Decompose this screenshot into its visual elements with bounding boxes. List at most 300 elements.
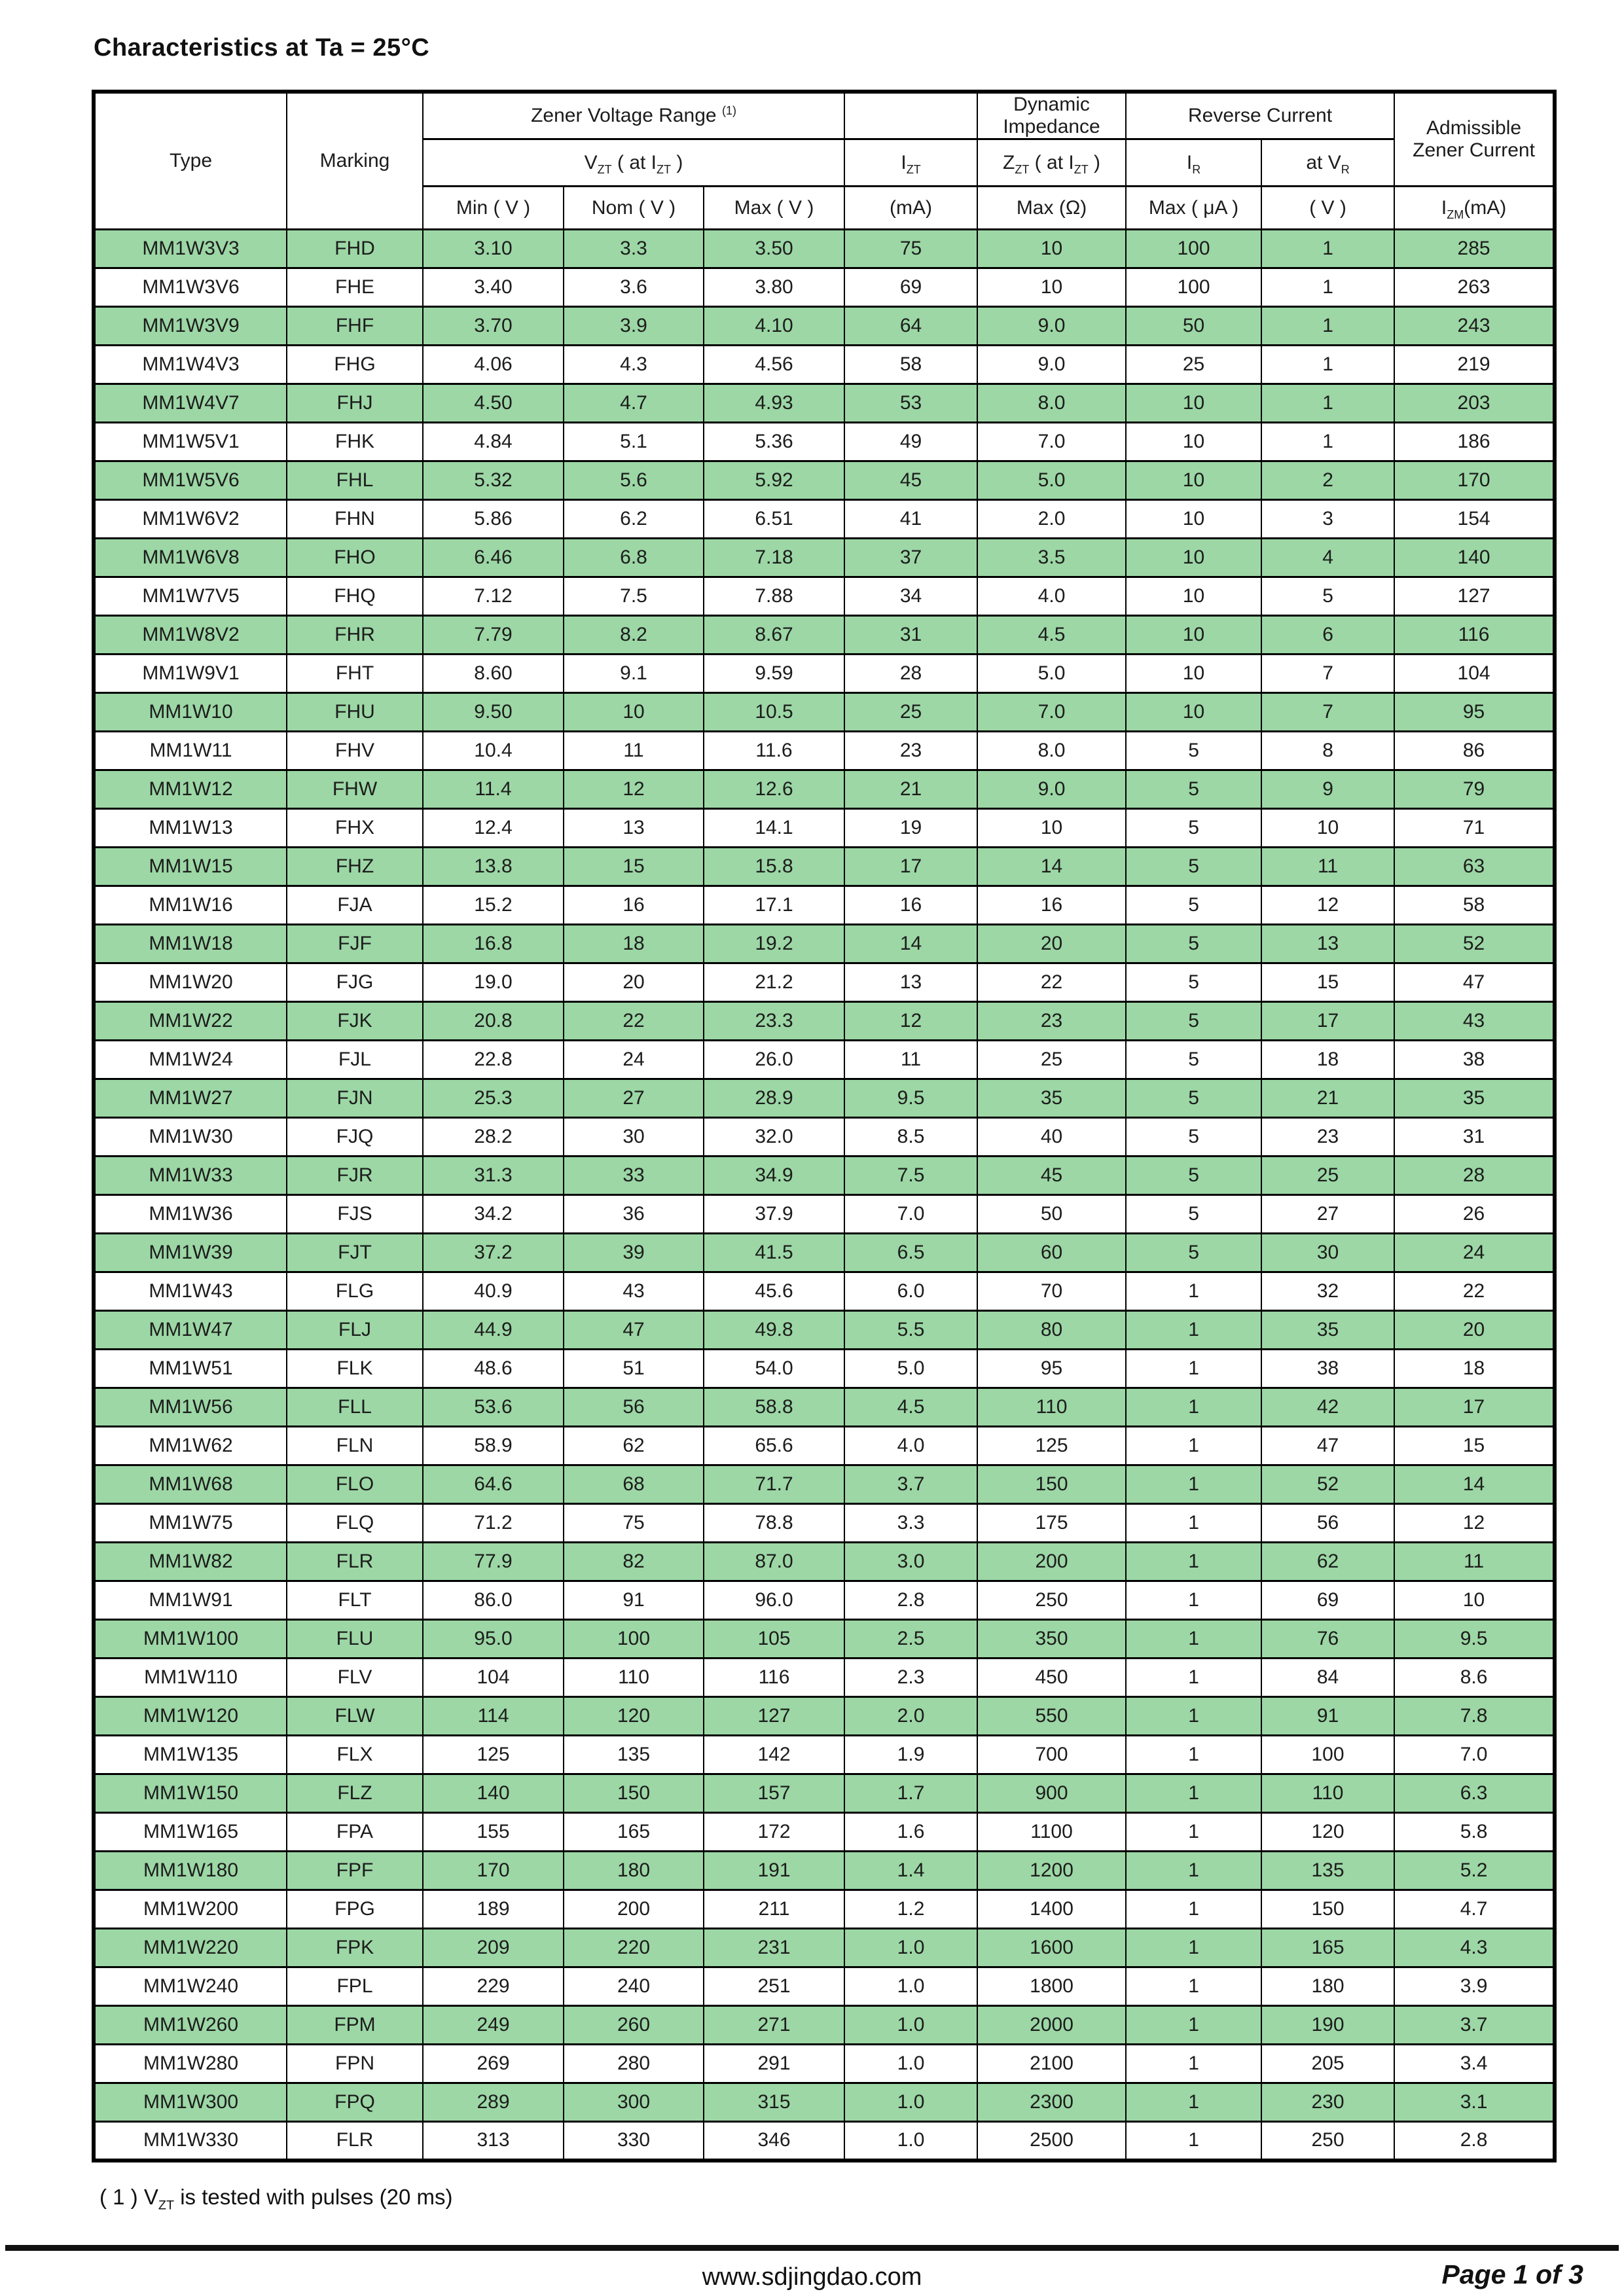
cell-vr-v: 1 (1261, 423, 1394, 461)
table-row (94, 963, 1555, 1002)
cell-izt-ma: 58 (844, 346, 977, 384)
cell-izt-ma: 2.8 (844, 1581, 977, 1620)
cell-type: MM1W7V5 (94, 577, 287, 616)
cell-type: MM1W135 (94, 1736, 287, 1774)
cell-type: MM1W4V3 (94, 346, 287, 384)
cell-min-v: 10.4 (423, 732, 564, 770)
cell-max-v: 3.80 (704, 268, 844, 307)
cell-vr-v: 165 (1261, 1929, 1394, 1967)
cell-ir-max-ua: 5 (1126, 1157, 1261, 1195)
cell-izt-ma: 25 (844, 693, 977, 732)
cell-ir-max-ua: 1 (1126, 1659, 1261, 1697)
cell-min-v: 40.9 (423, 1272, 564, 1311)
cell-izm-ma: 28 (1394, 1157, 1555, 1195)
table-row (94, 1504, 1555, 1543)
cell-max-v: 37.9 (704, 1195, 844, 1234)
cell-izt-ma: 41 (844, 500, 977, 539)
cell-ir-max-ua: 5 (1126, 848, 1261, 886)
cell-izm-ma: 3.4 (1394, 2045, 1555, 2083)
header-izt-spacer (844, 92, 977, 139)
cell-vr-v: 38 (1261, 1350, 1394, 1388)
cell-type: MM1W82 (94, 1543, 287, 1581)
cell-ir-max-ua: 100 (1126, 230, 1261, 268)
footnote: ( 1 ) $V_{ZT}$ is tested with pulses (20 ms) (99, 2185, 453, 2213)
cell-zzt-max-ohm: 2100 (977, 2045, 1126, 2083)
cell-vr-v: 4 (1261, 539, 1394, 577)
cell-marking: FHT (287, 655, 423, 693)
cell-izm-ma: 38 (1394, 1041, 1555, 1079)
cell-marking: FLO (287, 1465, 423, 1504)
table-row (94, 1890, 1555, 1929)
cell-ir-max-ua: 5 (1126, 963, 1261, 1002)
cell-nom-v: 30 (564, 1118, 704, 1157)
cell-ir-max-ua: 1 (1126, 1852, 1261, 1890)
footer-website: www.sdjingdao.com (702, 2263, 922, 2291)
cell-min-v: 12.4 (423, 809, 564, 848)
cell-max-v: 191 (704, 1852, 844, 1890)
cell-nom-v: 260 (564, 2006, 704, 2045)
table-row (94, 848, 1555, 886)
header-zzt-unit: Max (Ω) (977, 187, 1126, 230)
cell-max-v: 291 (704, 2045, 844, 2083)
cell-izt-ma: 1.0 (844, 1929, 977, 1967)
cell-min-v: 289 (423, 2083, 564, 2122)
cell-max-v: 8.67 (704, 616, 844, 655)
header-dynamic-impedance: Dynamic Impedance (977, 92, 1126, 139)
cell-vr-v: 190 (1261, 2006, 1394, 2045)
cell-min-v: 6.46 (423, 539, 564, 577)
cell-zzt-max-ohm: 22 (977, 963, 1126, 1002)
cell-max-v: 49.8 (704, 1311, 844, 1350)
cell-ir-max-ua: 100 (1126, 268, 1261, 307)
cell-vr-v: 25 (1261, 1157, 1394, 1195)
cell-izt-ma: 1.4 (844, 1852, 977, 1890)
cell-min-v: 155 (423, 1813, 564, 1852)
cell-max-v: 71.7 (704, 1465, 844, 1504)
cell-izm-ma: 86 (1394, 732, 1555, 770)
cell-nom-v: 27 (564, 1079, 704, 1118)
cell-izt-ma: 13 (844, 963, 977, 1002)
cell-izt-ma: 64 (844, 307, 977, 346)
cell-izt-ma: 23 (844, 732, 977, 770)
table-row (94, 1697, 1555, 1736)
cell-type: MM1W280 (94, 2045, 287, 2083)
cell-zzt-max-ohm: 1800 (977, 1967, 1126, 2006)
cell-marking: FHX (287, 809, 423, 848)
table-row (94, 693, 1555, 732)
cell-min-v: 95.0 (423, 1620, 564, 1659)
cell-ir-max-ua: 1 (1126, 1311, 1261, 1350)
cell-ir-max-ua: 10 (1126, 500, 1261, 539)
cell-marking: FJA (287, 886, 423, 925)
cell-nom-v: 10 (564, 693, 704, 732)
cell-min-v: 4.50 (423, 384, 564, 423)
cell-vr-v: 230 (1261, 2083, 1394, 2122)
cell-zzt-max-ohm: 9.0 (977, 770, 1126, 809)
cell-max-v: 87.0 (704, 1543, 844, 1581)
cell-marking: FHD (287, 230, 423, 268)
footer-rule (5, 2245, 1619, 2251)
cell-min-v: 7.79 (423, 616, 564, 655)
cell-zzt-max-ohm: 125 (977, 1427, 1126, 1465)
cell-type: MM1W16 (94, 886, 287, 925)
cell-max-v: 21.2 (704, 963, 844, 1002)
cell-vr-v: 9 (1261, 770, 1394, 809)
cell-max-v: 315 (704, 2083, 844, 2122)
cell-min-v: 20.8 (423, 1002, 564, 1041)
cell-max-v: 251 (704, 1967, 844, 2006)
cell-max-v: 346 (704, 2122, 844, 2161)
cell-zzt-max-ohm: 8.0 (977, 384, 1126, 423)
cell-marking: FPN (287, 2045, 423, 2083)
cell-izm-ma: 20 (1394, 1311, 1555, 1350)
cell-izm-ma: 104 (1394, 655, 1555, 693)
cell-max-v: 17.1 (704, 886, 844, 925)
cell-zzt-max-ohm: 60 (977, 1234, 1126, 1272)
cell-type: MM1W180 (94, 1852, 287, 1890)
cell-izt-ma: 7.0 (844, 1195, 977, 1234)
cell-zzt-max-ohm: 1100 (977, 1813, 1126, 1852)
cell-nom-v: 100 (564, 1620, 704, 1659)
cell-nom-v: 56 (564, 1388, 704, 1427)
cell-min-v: 11.4 (423, 770, 564, 809)
cell-zzt-max-ohm: 5.0 (977, 461, 1126, 500)
cell-type: MM1W39 (94, 1234, 287, 1272)
table-row (94, 1041, 1555, 1079)
cell-min-v: 31.3 (423, 1157, 564, 1195)
cell-marking: FLW (287, 1697, 423, 1736)
cell-marking: FHQ (287, 577, 423, 616)
cell-zzt-max-ohm: 2300 (977, 2083, 1126, 2122)
cell-nom-v: 20 (564, 963, 704, 1002)
cell-vr-v: 12 (1261, 886, 1394, 925)
cell-zzt-max-ohm: 14 (977, 848, 1126, 886)
cell-izt-ma: 69 (844, 268, 977, 307)
cell-type: MM1W22 (94, 1002, 287, 1041)
cell-vr-v: 1 (1261, 307, 1394, 346)
cell-nom-v: 36 (564, 1195, 704, 1234)
cell-nom-v: 120 (564, 1697, 704, 1736)
cell-nom-v: 51 (564, 1350, 704, 1388)
cell-marking: FPL (287, 1967, 423, 2006)
cell-vr-v: 180 (1261, 1967, 1394, 2006)
cell-vr-v: 1 (1261, 346, 1394, 384)
cell-izm-ma: 5.8 (1394, 1813, 1555, 1852)
table-row (94, 307, 1555, 346)
cell-zzt-max-ohm: 50 (977, 1195, 1126, 1234)
cell-ir-max-ua: 1 (1126, 1388, 1261, 1427)
table-row (94, 1002, 1555, 1041)
cell-izm-ma: 3.9 (1394, 1967, 1555, 2006)
cell-min-v: 13.8 (423, 848, 564, 886)
cell-zzt-max-ohm: 20 (977, 925, 1126, 963)
cell-izm-ma: 2.8 (1394, 2122, 1555, 2161)
cell-ir-max-ua: 1 (1126, 1504, 1261, 1543)
cell-max-v: 172 (704, 1813, 844, 1852)
cell-ir-max-ua: 50 (1126, 307, 1261, 346)
cell-type: MM1W8V2 (94, 616, 287, 655)
cell-izm-ma: 52 (1394, 925, 1555, 963)
cell-izm-ma: 95 (1394, 693, 1555, 732)
cell-izm-ma: 10 (1394, 1581, 1555, 1620)
cell-min-v: 25.3 (423, 1079, 564, 1118)
cell-zzt-max-ohm: 900 (977, 1774, 1126, 1813)
cell-min-v: 77.9 (423, 1543, 564, 1581)
cell-izm-ma: 26 (1394, 1195, 1555, 1234)
cell-izt-ma: 16 (844, 886, 977, 925)
header-nom-v: Nom ( V ) (564, 187, 704, 230)
cell-izm-ma: 203 (1394, 384, 1555, 423)
table-body (94, 230, 1555, 2161)
cell-izm-ma: 43 (1394, 1002, 1555, 1041)
cell-type: MM1W91 (94, 1581, 287, 1620)
cell-marking: FHR (287, 616, 423, 655)
cell-min-v: 4.84 (423, 423, 564, 461)
table-row (94, 732, 1555, 770)
cell-min-v: 140 (423, 1774, 564, 1813)
cell-zzt-max-ohm: 1200 (977, 1852, 1126, 1890)
cell-marking: FHO (287, 539, 423, 577)
table-row (94, 655, 1555, 693)
cell-izm-ma: 5.2 (1394, 1852, 1555, 1890)
header-max-v: Max ( V ) (704, 187, 844, 230)
cell-zzt-max-ohm: 80 (977, 1311, 1126, 1350)
cell-zzt-max-ohm: 10 (977, 809, 1126, 848)
cell-zzt-max-ohm: 2000 (977, 2006, 1126, 2045)
cell-min-v: 9.50 (423, 693, 564, 732)
cell-ir-max-ua: 10 (1126, 655, 1261, 693)
cell-ir-max-ua: 1 (1126, 1465, 1261, 1504)
cell-ir-max-ua: 1 (1126, 1581, 1261, 1620)
cell-izt-ma: 1.7 (844, 1774, 977, 1813)
cell-min-v: 58.9 (423, 1427, 564, 1465)
cell-min-v: 86.0 (423, 1581, 564, 1620)
cell-vr-v: 5 (1261, 577, 1394, 616)
cell-izt-ma: 45 (844, 461, 977, 500)
cell-vr-v: 17 (1261, 1002, 1394, 1041)
characteristics-table (92, 90, 1557, 2162)
cell-marking: FLK (287, 1350, 423, 1388)
cell-izm-ma: 58 (1394, 886, 1555, 925)
cell-zzt-max-ohm: 550 (977, 1697, 1126, 1736)
cell-ir-max-ua: 1 (1126, 1774, 1261, 1813)
cell-vr-v: 8 (1261, 732, 1394, 770)
cell-izm-ma: 116 (1394, 616, 1555, 655)
cell-type: MM1W300 (94, 2083, 287, 2122)
cell-zzt-max-ohm: 5.0 (977, 655, 1126, 693)
cell-zzt-max-ohm: 23 (977, 1002, 1126, 1041)
cell-nom-v: 39 (564, 1234, 704, 1272)
table-row (94, 1967, 1555, 2006)
cell-zzt-max-ohm: 4.0 (977, 577, 1126, 616)
cell-ir-max-ua: 10 (1126, 461, 1261, 500)
cell-min-v: 5.32 (423, 461, 564, 500)
table-row (94, 1157, 1555, 1195)
table-row (94, 1427, 1555, 1465)
cell-type: MM1W110 (94, 1659, 287, 1697)
cell-nom-v: 4.7 (564, 384, 704, 423)
cell-izt-ma: 1.0 (844, 1967, 977, 2006)
table-row (94, 1852, 1555, 1890)
cell-max-v: 5.92 (704, 461, 844, 500)
cell-type: MM1W18 (94, 925, 287, 963)
cell-vr-v: 120 (1261, 1813, 1394, 1852)
cell-zzt-max-ohm: 45 (977, 1157, 1126, 1195)
cell-min-v: 16.8 (423, 925, 564, 963)
cell-izt-ma: 6.5 (844, 1234, 977, 1272)
table-row (94, 809, 1555, 848)
table-row (94, 1388, 1555, 1427)
cell-izt-ma: 31 (844, 616, 977, 655)
cell-marking: FHU (287, 693, 423, 732)
table-row (94, 1581, 1555, 1620)
cell-izm-ma: 3.1 (1394, 2083, 1555, 2122)
cell-izm-ma: 14 (1394, 1465, 1555, 1504)
cell-marking: FJL (287, 1041, 423, 1079)
cell-izm-ma: 35 (1394, 1079, 1555, 1118)
cell-max-v: 23.3 (704, 1002, 844, 1041)
cell-ir-max-ua: 1 (1126, 1620, 1261, 1659)
cell-ir-max-ua: 5 (1126, 1041, 1261, 1079)
table-row (94, 461, 1555, 500)
table-row (94, 1736, 1555, 1774)
cell-vr-v: 1 (1261, 268, 1394, 307)
cell-vr-v: 91 (1261, 1697, 1394, 1736)
cell-min-v: 64.6 (423, 1465, 564, 1504)
cell-zzt-max-ohm: 700 (977, 1736, 1126, 1774)
cell-zzt-max-ohm: 1600 (977, 1929, 1126, 1967)
cell-izt-ma: 28 (844, 655, 977, 693)
cell-izm-ma: 3.7 (1394, 2006, 1555, 2045)
cell-izm-ma: 9.5 (1394, 1620, 1555, 1659)
cell-vr-v: 32 (1261, 1272, 1394, 1311)
cell-max-v: 32.0 (704, 1118, 844, 1157)
cell-type: MM1W62 (94, 1427, 287, 1465)
cell-type: MM1W9V1 (94, 655, 287, 693)
cell-zzt-max-ohm: 10 (977, 230, 1126, 268)
cell-min-v: 34.2 (423, 1195, 564, 1234)
cell-izt-ma: 1.0 (844, 2006, 977, 2045)
cell-min-v: 22.8 (423, 1041, 564, 1079)
cell-min-v: 209 (423, 1929, 564, 1967)
header-reverse-current: Reverse Current (1126, 92, 1394, 139)
cell-nom-v: 15 (564, 848, 704, 886)
cell-izm-ma: 8.6 (1394, 1659, 1555, 1697)
cell-type: MM1W24 (94, 1041, 287, 1079)
cell-max-v: 4.56 (704, 346, 844, 384)
cell-ir-max-ua: 10 (1126, 577, 1261, 616)
cell-marking: FJT (287, 1234, 423, 1272)
cell-type: MM1W68 (94, 1465, 287, 1504)
cell-min-v: 44.9 (423, 1311, 564, 1350)
table-row (94, 1929, 1555, 1967)
cell-min-v: 229 (423, 1967, 564, 2006)
cell-nom-v: 6.2 (564, 500, 704, 539)
cell-izt-ma: 2.0 (844, 1697, 977, 1736)
cell-type: MM1W150 (94, 1774, 287, 1813)
cell-izt-ma: 1.0 (844, 2045, 977, 2083)
cell-nom-v: 11 (564, 732, 704, 770)
cell-max-v: 11.6 (704, 732, 844, 770)
footer-page-label: Page 1 of 3 (1441, 2259, 1583, 2289)
cell-izt-ma: 5.0 (844, 1350, 977, 1388)
cell-vr-v: 250 (1261, 2122, 1394, 2161)
cell-nom-v: 5.1 (564, 423, 704, 461)
cell-vr-v: 52 (1261, 1465, 1394, 1504)
cell-izt-ma: 1.9 (844, 1736, 977, 1774)
cell-nom-v: 3.6 (564, 268, 704, 307)
cell-izt-ma: 53 (844, 384, 977, 423)
table-row (94, 539, 1555, 577)
cell-izm-ma: 170 (1394, 461, 1555, 500)
cell-izm-ma: 219 (1394, 346, 1555, 384)
header-zzt: $Z_{ZT}$ ( at $I_{ZT}$ ) (977, 139, 1126, 187)
cell-zzt-max-ohm: 250 (977, 1581, 1126, 1620)
cell-zzt-max-ohm: 35 (977, 1079, 1126, 1118)
table-row (94, 423, 1555, 461)
cell-izm-ma: 4.7 (1394, 1890, 1555, 1929)
cell-min-v: 7.12 (423, 577, 564, 616)
cell-min-v: 37.2 (423, 1234, 564, 1272)
table-row (94, 1079, 1555, 1118)
table-row (94, 346, 1555, 384)
cell-max-v: 26.0 (704, 1041, 844, 1079)
cell-marking: FHW (287, 770, 423, 809)
cell-type: MM1W4V7 (94, 384, 287, 423)
cell-nom-v: 150 (564, 1774, 704, 1813)
cell-izt-ma: 14 (844, 925, 977, 963)
cell-max-v: 105 (704, 1620, 844, 1659)
cell-vr-v: 11 (1261, 848, 1394, 886)
cell-max-v: 28.9 (704, 1079, 844, 1118)
cell-izt-ma: 2.5 (844, 1620, 977, 1659)
cell-izt-ma: 1.0 (844, 2083, 977, 2122)
table-row (94, 1774, 1555, 1813)
cell-marking: FHG (287, 346, 423, 384)
cell-izm-ma: 15 (1394, 1427, 1555, 1465)
cell-type: MM1W51 (94, 1350, 287, 1388)
cell-vr-v: 23 (1261, 1118, 1394, 1157)
table-row (94, 230, 1555, 268)
cell-izt-ma: 12 (844, 1002, 977, 1041)
cell-vr-v: 1 (1261, 384, 1394, 423)
header-marking: Marking (287, 92, 423, 230)
cell-zzt-max-ohm: 2.0 (977, 500, 1126, 539)
cell-min-v: 71.2 (423, 1504, 564, 1543)
table-row (94, 1813, 1555, 1852)
cell-izt-ma: 11 (844, 1041, 977, 1079)
cell-max-v: 4.93 (704, 384, 844, 423)
cell-izt-ma: 3.7 (844, 1465, 977, 1504)
cell-nom-v: 5.6 (564, 461, 704, 500)
cell-marking: FPG (287, 1890, 423, 1929)
table-row (94, 1234, 1555, 1272)
cell-izm-ma: 186 (1394, 423, 1555, 461)
cell-izm-ma: 63 (1394, 848, 1555, 886)
cell-max-v: 4.10 (704, 307, 844, 346)
table-header (94, 92, 1555, 230)
cell-izt-ma: 49 (844, 423, 977, 461)
cell-ir-max-ua: 5 (1126, 925, 1261, 963)
cell-zzt-max-ohm: 9.0 (977, 346, 1126, 384)
cell-marking: FJK (287, 1002, 423, 1041)
cell-type: MM1W12 (94, 770, 287, 809)
cell-marking: FLU (287, 1620, 423, 1659)
cell-vr-v: 7 (1261, 693, 1394, 732)
cell-izm-ma: 18 (1394, 1350, 1555, 1388)
cell-vr-v: 15 (1261, 963, 1394, 1002)
cell-ir-max-ua: 1 (1126, 2083, 1261, 2122)
